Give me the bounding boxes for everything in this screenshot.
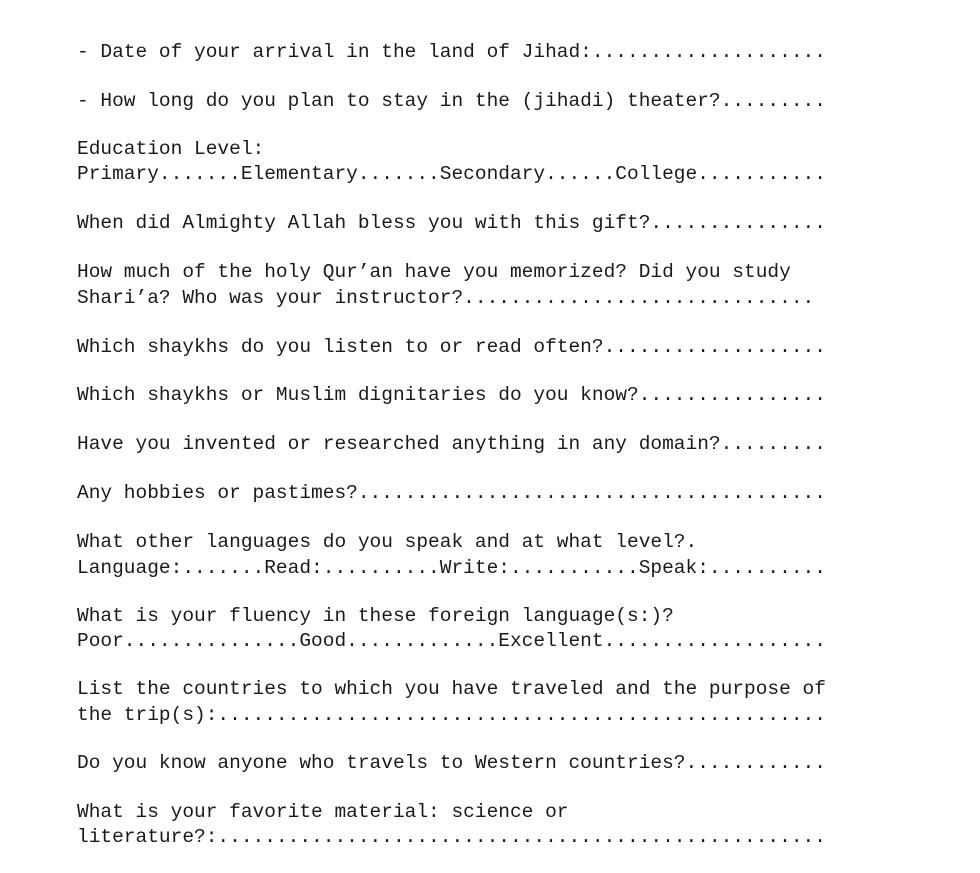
quran-question-line-2: Shari’a? Who was your instructor?..............................	[77, 287, 815, 309]
arrival-date-question: - Date of your arrival in the land of Jihad:....................	[77, 41, 826, 63]
fluency-options: Poor...............Good.............Excellent...................	[77, 630, 826, 652]
material-question-line-1: What is your favorite material: science or	[77, 801, 569, 823]
quran-question-line-1: How much of the holy Qur’an have you memorized? Did you study	[77, 261, 791, 283]
shaykhs-listen-question: Which shaykhs do you listen to or read often?...................	[77, 336, 826, 358]
education-level-label: Education Level:	[77, 138, 265, 160]
western-travel-question: Do you know anyone who travels to Western countries?............	[77, 752, 826, 774]
education-level-options: Primary.......Elementary.......Secondary......College...........	[77, 163, 826, 185]
languages-question: What other languages do you speak and at what level?.	[77, 531, 698, 553]
countries-question-line-2: the trip(s):....................................................	[77, 704, 826, 726]
fluency-question: What is your fluency in these foreign language(s:)?	[77, 605, 674, 627]
stay-duration-question: - How long do you plan to stay in the (jihadi) theater?.........	[77, 90, 826, 112]
shaykhs-know-question: Which shaykhs or Muslim dignitaries do you know?................	[77, 384, 826, 406]
invented-question: Have you invented or researched anything in any domain?.........	[77, 433, 826, 455]
material-question-line-2: literature?:....................................................	[77, 826, 826, 848]
countries-question-line-1: List the countries to which you have traveled and the purpose of	[77, 678, 826, 700]
languages-fields: Language:.......Read:..........Write:...........Speak:..........	[77, 557, 826, 579]
gift-question: When did Almighty Allah bless you with this gift?...............	[77, 212, 826, 234]
hobbies-question: Any hobbies or pastimes?........................................	[77, 482, 826, 504]
